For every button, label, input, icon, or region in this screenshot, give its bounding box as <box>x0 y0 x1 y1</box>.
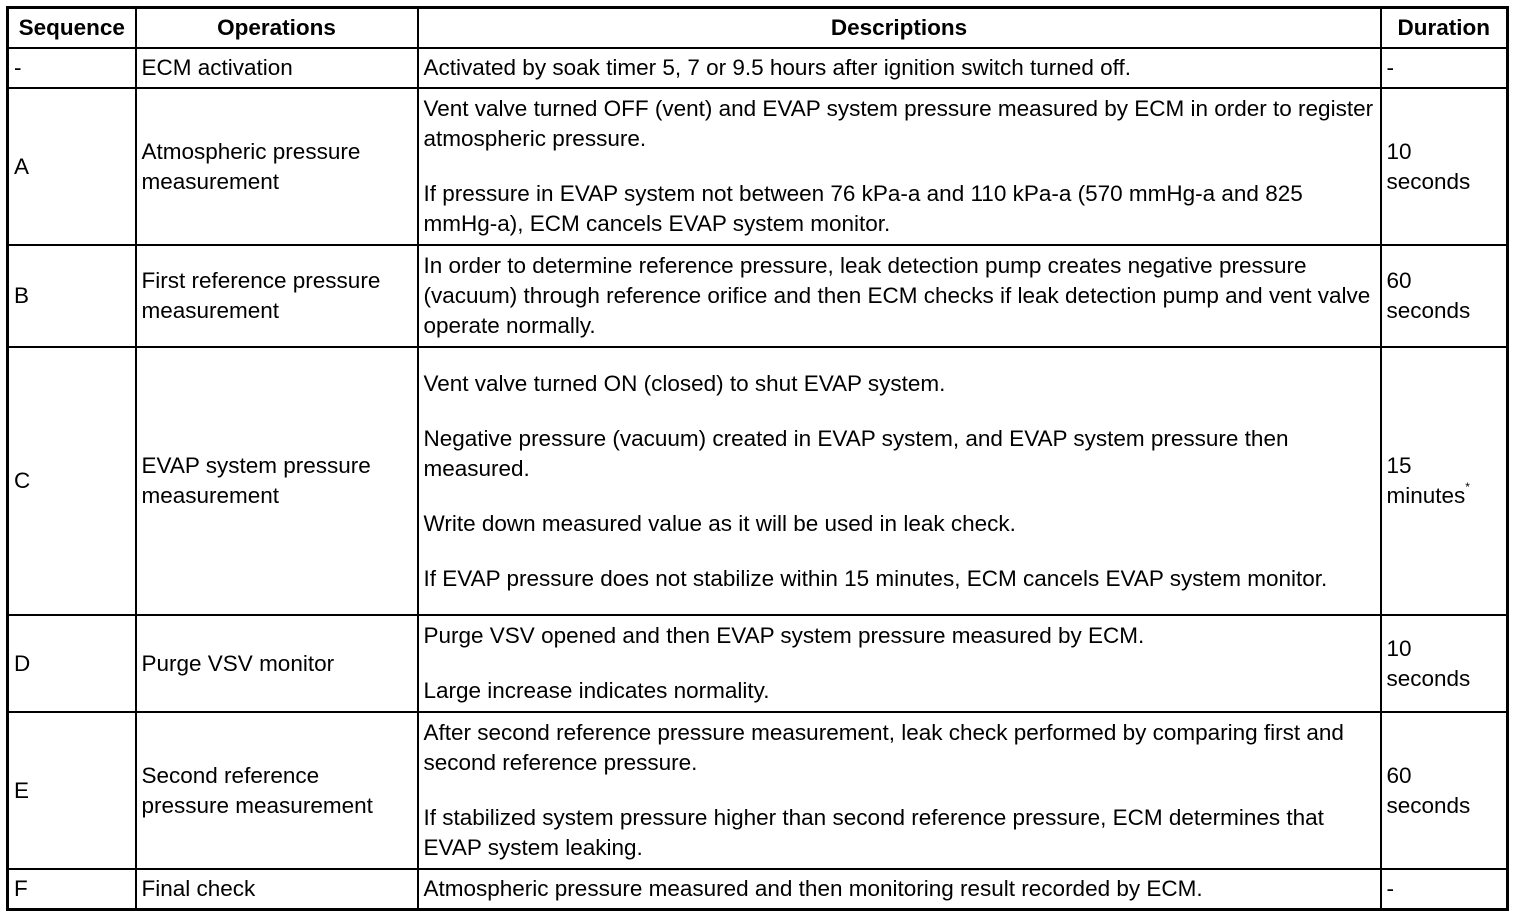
description-text: Write down measured value as it will be used in leak check. <box>423 510 1016 536</box>
description-cell <box>418 869 1381 910</box>
header-row <box>8 8 1508 49</box>
operation-cell: Final check <box>136 869 418 910</box>
description-text: Purge VSV opened and then EVAP system pressure measured by ECM. <box>423 623 1145 648</box>
table-row <box>8 347 1508 615</box>
description-text: Atmospheric pressure measured and then monitoring result recorded by ECM. <box>423 876 1203 901</box>
sequence-cell: D <box>8 615 136 712</box>
sequence-cell: B <box>8 245 136 347</box>
description-cell <box>418 48 1381 88</box>
description-text: Vent valve turned ON (closed) to shut EVAP system. <box>423 370 946 396</box>
description-cell <box>418 245 1381 347</box>
sequence-cell: A <box>8 88 136 245</box>
table-body <box>8 48 1508 910</box>
footnote-mark: * <box>1465 479 1470 494</box>
sequence-cell: F <box>8 869 136 910</box>
operation-cell: Purge VSV monitor <box>136 615 418 712</box>
table-row <box>8 245 1508 347</box>
header-operations: Operations <box>136 8 418 49</box>
duration-cell: 60 seconds <box>1381 245 1508 347</box>
description-cell <box>418 347 1381 615</box>
table-row <box>8 615 1508 712</box>
description-text: Large increase indicates normality. <box>423 678 770 703</box>
description-cell <box>418 88 1381 245</box>
evap-monitor-table-container <box>6 6 1509 911</box>
description-text: If stabilized system pressure higher than second reference pressure, ECM determines that EVAP system leaking. <box>423 805 1324 860</box>
operation-cell: Atmospheric pressure measurement <box>136 88 418 245</box>
description-text: Vent valve turned OFF (vent) and EVAP system pressure measured by ECM in order to register atmospheric pressure. <box>423 96 1374 151</box>
duration-cell: - <box>1381 48 1508 88</box>
sequence-cell: C <box>8 347 136 615</box>
description-text: After second reference pressure measurement, leak check performed by comparing first and second reference pressure. <box>423 720 1344 775</box>
table-header <box>8 8 1508 49</box>
duration-cell: - <box>1381 869 1508 910</box>
duration-cell <box>1381 347 1508 615</box>
sequence-cell: E <box>8 712 136 869</box>
operation-cell: First reference pressure measurement <box>136 245 418 347</box>
duration-text: 15 minutes <box>1386 453 1466 508</box>
description-cell <box>418 712 1381 869</box>
description-text: Activated by soak timer 5, 7 or 9.5 hours after ignition switch turned off. <box>423 55 1131 80</box>
duration-cell: 10 seconds <box>1381 88 1508 245</box>
description-cell <box>418 615 1381 712</box>
evap-monitor-sequence-table <box>6 6 1509 911</box>
description-text: If pressure in EVAP system not between 76 kPa-a and 110 kPa-a (570 mmHg-a and 825 mmHg-a), ECM cancels EVAP system monitor. <box>423 181 1303 236</box>
operation-cell: Second reference pressure measurement <box>136 712 418 869</box>
operation-cell: ECM activation <box>136 48 418 88</box>
sequence-cell: - <box>8 48 136 88</box>
table-row <box>8 712 1508 869</box>
description-text: If EVAP pressure does not stabilize within 15 minutes, ECM cancels EVAP system monitor. <box>423 565 1328 591</box>
table-row <box>8 869 1508 910</box>
description-text: Negative pressure (vacuum) created in EVAP system, and EVAP system pressure then measured. <box>423 425 1289 481</box>
operation-cell: EVAP system pressure measurement <box>136 347 418 615</box>
description-text: In order to determine reference pressure, leak detection pump creates negative pressure (vacuum) through reference orifice and then ECM checks if leak detection pump and vent valve operate normally. <box>423 253 1371 338</box>
duration-cell: 60 seconds <box>1381 712 1508 869</box>
table-row <box>8 48 1508 88</box>
header-descriptions: Descriptions <box>418 8 1381 49</box>
header-sequence: Sequence <box>8 8 136 49</box>
header-duration: Duration <box>1381 8 1508 49</box>
duration-cell: 10 seconds <box>1381 615 1508 712</box>
table-row <box>8 88 1508 245</box>
